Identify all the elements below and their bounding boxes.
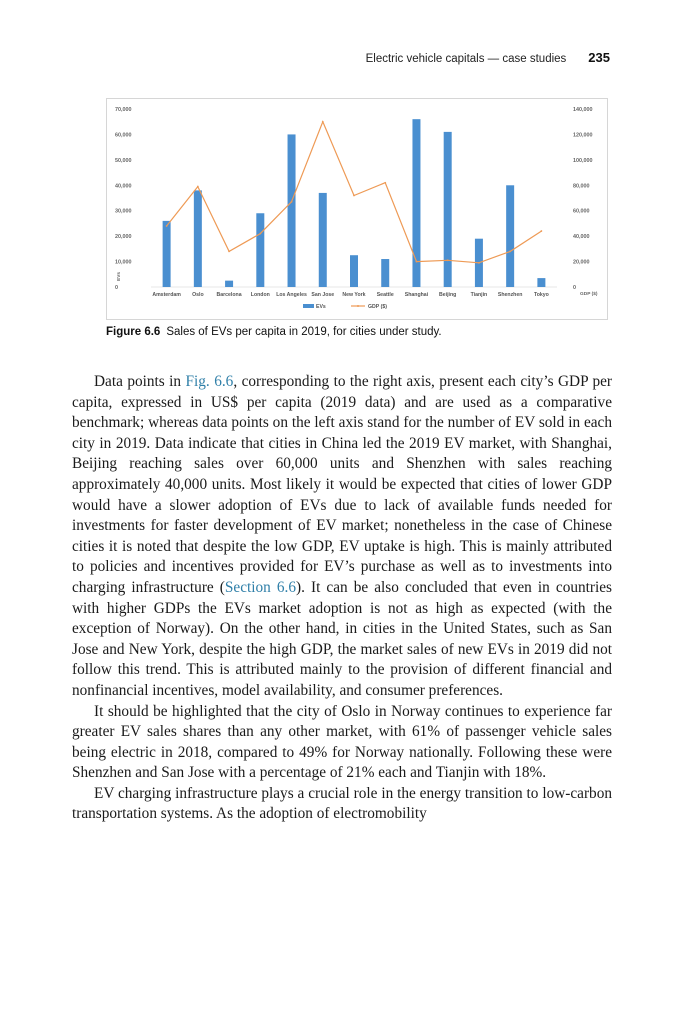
right-axis-tick: 40,000 xyxy=(573,234,590,241)
ev-gdp-chart xyxy=(107,99,607,319)
right-axis-tick: 120,000 xyxy=(573,132,593,139)
right-axis-tick: 100,000 xyxy=(573,157,593,164)
gdp-point xyxy=(291,201,293,203)
running-head xyxy=(366,50,610,65)
left-axis-tick: 70,000 xyxy=(115,107,132,113)
legend-ev-swatch xyxy=(303,304,314,308)
gdp-point xyxy=(166,225,168,227)
x-tick-label: Los Angeles xyxy=(276,292,307,298)
ev-bar xyxy=(506,185,514,287)
ev-bar xyxy=(381,259,389,287)
ev-bar xyxy=(225,281,233,287)
gdp-point xyxy=(259,233,261,235)
legend-ev-label: EVs xyxy=(316,304,326,310)
x-tick-label: Beijing xyxy=(439,292,457,298)
legend-gdp-marker xyxy=(357,305,359,307)
ev-bar xyxy=(288,134,296,287)
gdp-point xyxy=(353,195,355,197)
ev-bar xyxy=(350,255,358,287)
ev-bar xyxy=(163,221,171,287)
gdp-point xyxy=(478,262,480,264)
paragraph-1 xyxy=(72,372,612,702)
gdp-point xyxy=(447,259,449,261)
ev-bar xyxy=(319,193,327,287)
ev-bar xyxy=(537,278,545,287)
x-tick-label: Tokyo xyxy=(533,292,549,298)
gdp-point xyxy=(416,261,418,263)
figure-reference-link[interactable]: Fig. 6.6 xyxy=(185,373,234,390)
page-number: 235 xyxy=(588,50,610,65)
right-axis-tick: 80,000 xyxy=(573,183,590,190)
running-head-title: Electric vehicle capitals — case studies xyxy=(365,53,567,65)
right-axis-tick: 60,000 xyxy=(573,208,590,215)
left-axis-tick: 10,000 xyxy=(115,259,132,266)
figure-label: Figure 6.6 xyxy=(106,326,161,338)
gdp-line xyxy=(167,122,542,263)
x-tick-label: New York xyxy=(342,292,366,298)
gdp-point xyxy=(540,230,542,232)
ev-bar xyxy=(194,190,202,287)
paragraph-2: It should be highlighted that the city of Oslo in Norway continues to experience far greater EV sales shares than any other market, with 61% of passenger vehicle sales being electric in 2018, compared to 49% for Norway nationally. Following these were Shenzhen and San Jose with a percentage of 21% each and Tianjin with 18%. xyxy=(72,702,612,782)
left-axis-tick: 20,000 xyxy=(115,234,132,241)
x-tick-label: London xyxy=(250,292,270,298)
p1-text-3: ). It can be also concluded that even in countries with higher GDPs the EVs market adoption is not as high as expected (with the exception of Norway). On the other hand, in cities in the United States, such as San Jose and New York, despite the high GDP, the market sales of new EVs in 2019 did not follow this trend. This is attributed mainly to the provision of different financial and nonfinancial incentives, model availability, and consumer preferences. xyxy=(72,578,612,699)
right-axis-title: GDP ($) xyxy=(580,292,598,297)
gdp-point xyxy=(197,186,199,188)
right-axis-tick: 0 xyxy=(573,285,576,291)
p1-text-1: Data points in xyxy=(94,373,186,390)
right-axis-tick: 140,000 xyxy=(573,107,593,113)
left-axis-title: EVs xyxy=(117,271,122,281)
gdp-point xyxy=(228,251,230,253)
gdp-point xyxy=(322,121,324,123)
section-reference-link[interactable]: Section 6.6 xyxy=(224,578,296,596)
x-tick-label: San Jose xyxy=(311,292,335,298)
p1-text-2: , corresponding to the right axis, present each city’s GDP per capita, expressed in US$ per capita (2019 data) and are used as a comparative benchmark; whereas data points on the left axis stand for the number of EV sold in each city in 2019. Data indicate that cities in China led the 2019 EV market, with Shanghai, Beijing reaching sales over 60,000 units and Shenzhen with sales reaching approximately 40,000 units. Most likely it would be expected that cities of lower GDP would have a slower adoption of EVs due to lack of available funds needed for investments for faster development of EV market; nonetheless in the case of Chinese cities it is noted that despite the low GDP, EV uptake is high. This is mainly attributed to policies and incentives provided for EV’s purchase as well as to investments into charging infrastructure ( xyxy=(72,373,612,596)
figure-caption-text: Sales of EVs per capita in 2019, for cities under study. xyxy=(166,326,442,338)
left-axis-tick: 50,000 xyxy=(115,157,132,164)
body-text xyxy=(72,372,612,825)
ev-bar xyxy=(444,132,452,287)
left-axis-tick: 0 xyxy=(115,285,118,291)
paragraph-3: EV charging infrastructure plays a crucial role in the energy transition to low-carbon transportation systems. As the adoption of electromobility xyxy=(72,784,612,823)
gdp-point xyxy=(509,251,511,253)
x-tick-label: Barcelona xyxy=(216,292,242,298)
figure-caption xyxy=(106,326,606,338)
x-tick-label: Amsterdam xyxy=(152,292,181,298)
x-tick-label: Seattle xyxy=(376,292,394,298)
gdp-point xyxy=(384,182,386,184)
left-axis-tick: 30,000 xyxy=(115,208,132,215)
figure-chart xyxy=(106,98,608,320)
ev-bar xyxy=(256,213,264,287)
x-tick-label: Tianjin xyxy=(470,292,488,298)
x-tick-label: Oslo xyxy=(192,292,204,298)
x-tick-label: Shenzhen xyxy=(497,292,523,298)
left-axis-tick: 40,000 xyxy=(115,183,132,190)
right-axis-tick: 20,000 xyxy=(573,259,590,266)
legend-gdp-label: GDP ($) xyxy=(368,304,387,310)
x-tick-label: Shanghai xyxy=(404,292,429,298)
left-axis-tick: 60,000 xyxy=(115,132,132,139)
